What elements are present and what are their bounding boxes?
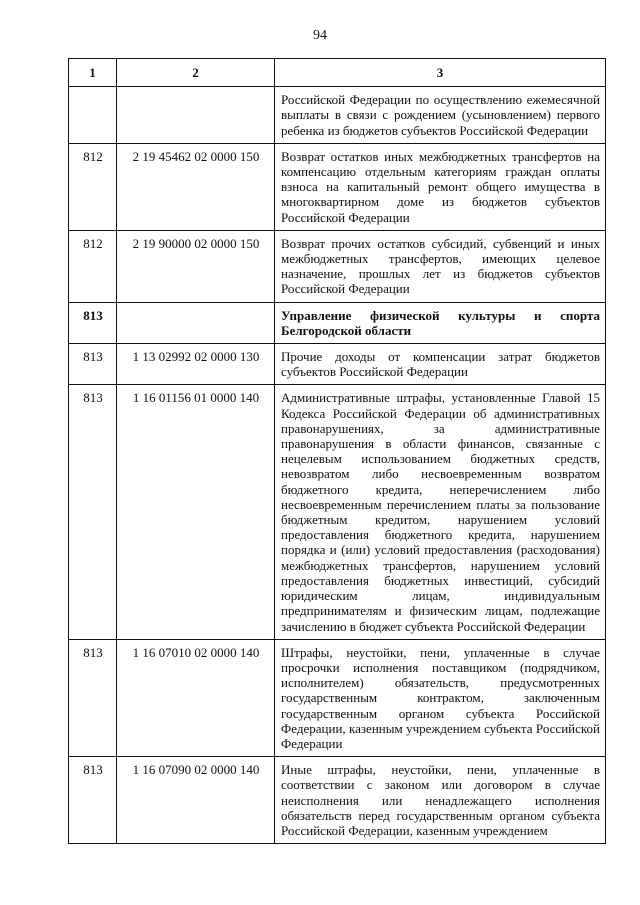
table-row — [69, 639, 606, 756]
table-row — [69, 757, 606, 844]
admin-code-cell: 812 — [69, 143, 117, 230]
header-col-2: 2 — [117, 59, 275, 87]
table-row-section-heading — [69, 302, 606, 343]
table-row — [69, 230, 606, 302]
admin-code-cell: 812 — [69, 230, 117, 302]
budget-code-cell: 1 16 01156 01 0000 140 — [117, 385, 275, 639]
admin-code-cell: 813 — [69, 302, 117, 343]
table-row — [69, 344, 606, 385]
header-col-1: 1 — [69, 59, 117, 87]
admin-code-cell: 813 — [69, 757, 117, 844]
budget-code-cell: 1 13 02992 02 0000 130 — [117, 344, 275, 385]
description-cell: Штрафы, неустойки, пени, уплаченные в случае просрочки исполнения поставщиком (подрядчиком, исполнителем) обязательств, предусмотренных государственным контрактом, заключенным государственным органом субъекта Российской Федерации, казенным учреждением субъекта Российской Федерации — [275, 639, 606, 756]
budget-code-cell: 1 16 07090 02 0000 140 — [117, 757, 275, 844]
header-col-3: 3 — [275, 59, 606, 87]
page-number: 94 — [313, 28, 327, 43]
budget-code-cell: 2 19 90000 02 0000 150 — [117, 230, 275, 302]
budget-code-cell — [117, 87, 275, 144]
admin-code-cell: 813 — [69, 344, 117, 385]
budget-code-cell — [117, 302, 275, 343]
description-cell: Российской Федерации по осуществлению ежемесячной выплаты в связи с рождением (усыновлением) первого ребенка из бюджетов субъектов Российской Федерации — [275, 87, 606, 144]
budget-code-cell: 2 19 45462 02 0000 150 — [117, 143, 275, 230]
description-cell: Возврат остатков иных межбюджетных трансфертов на компенсацию отдельным категориям граждан оплаты взноса на капитальный ремонт общего имущества в многоквартирном доме из бюджетов субъектов Российской Федерации — [275, 143, 606, 230]
admin-code-cell: 813 — [69, 639, 117, 756]
table-row — [69, 143, 606, 230]
section-heading-cell: Управление физической культуры и спорта Белгородской области — [275, 302, 606, 343]
revenue-codes-table — [68, 58, 606, 844]
description-cell: Административные штрафы, установленные Главой 15 Кодекса Российской Федерации об административных правонарушениях, за административные правонарушения в области финансов, связанные с нецелевым использованием бюджетных средств, невозвратом либо несвоевременным возвратом бюджетного кредита, неперечислением либо несвоевременным перечислением платы за пользование бюджетным кредитом, нарушением условий предоставления бюджетного кредита, нарушением порядка и (или) условий предоставления (расходования) межбюджетных трансфертов, нарушением условий предоставления бюджетных инвестиций, субсидий юридическим лицам, индивидуальным предпринимателям и физическим лицам, подлежащие зачислению в бюджет субъекта Российской Федерации — [275, 385, 606, 639]
budget-code-cell: 1 16 07010 02 0000 140 — [117, 639, 275, 756]
description-cell: Возврат прочих остатков субсидий, субвенций и иных межбюджетных трансфертов, имеющих целевое назначение, прошлых лет из бюджетов субъектов Российской Федерации — [275, 230, 606, 302]
admin-code-cell: 813 — [69, 385, 117, 639]
table-header-row — [69, 59, 606, 87]
table-row — [69, 385, 606, 639]
description-cell: Прочие доходы от компенсации затрат бюджетов субъектов Российской Федерации — [275, 344, 606, 385]
table-row — [69, 87, 606, 144]
description-cell: Иные штрафы, неустойки, пени, уплаченные в соответствии с законом или договором в случае неисполнения или ненадлежащего исполнения обязательств перед государственным органом субъекта Российской Федерации, казенным учреждением — [275, 757, 606, 844]
admin-code-cell — [69, 87, 117, 144]
